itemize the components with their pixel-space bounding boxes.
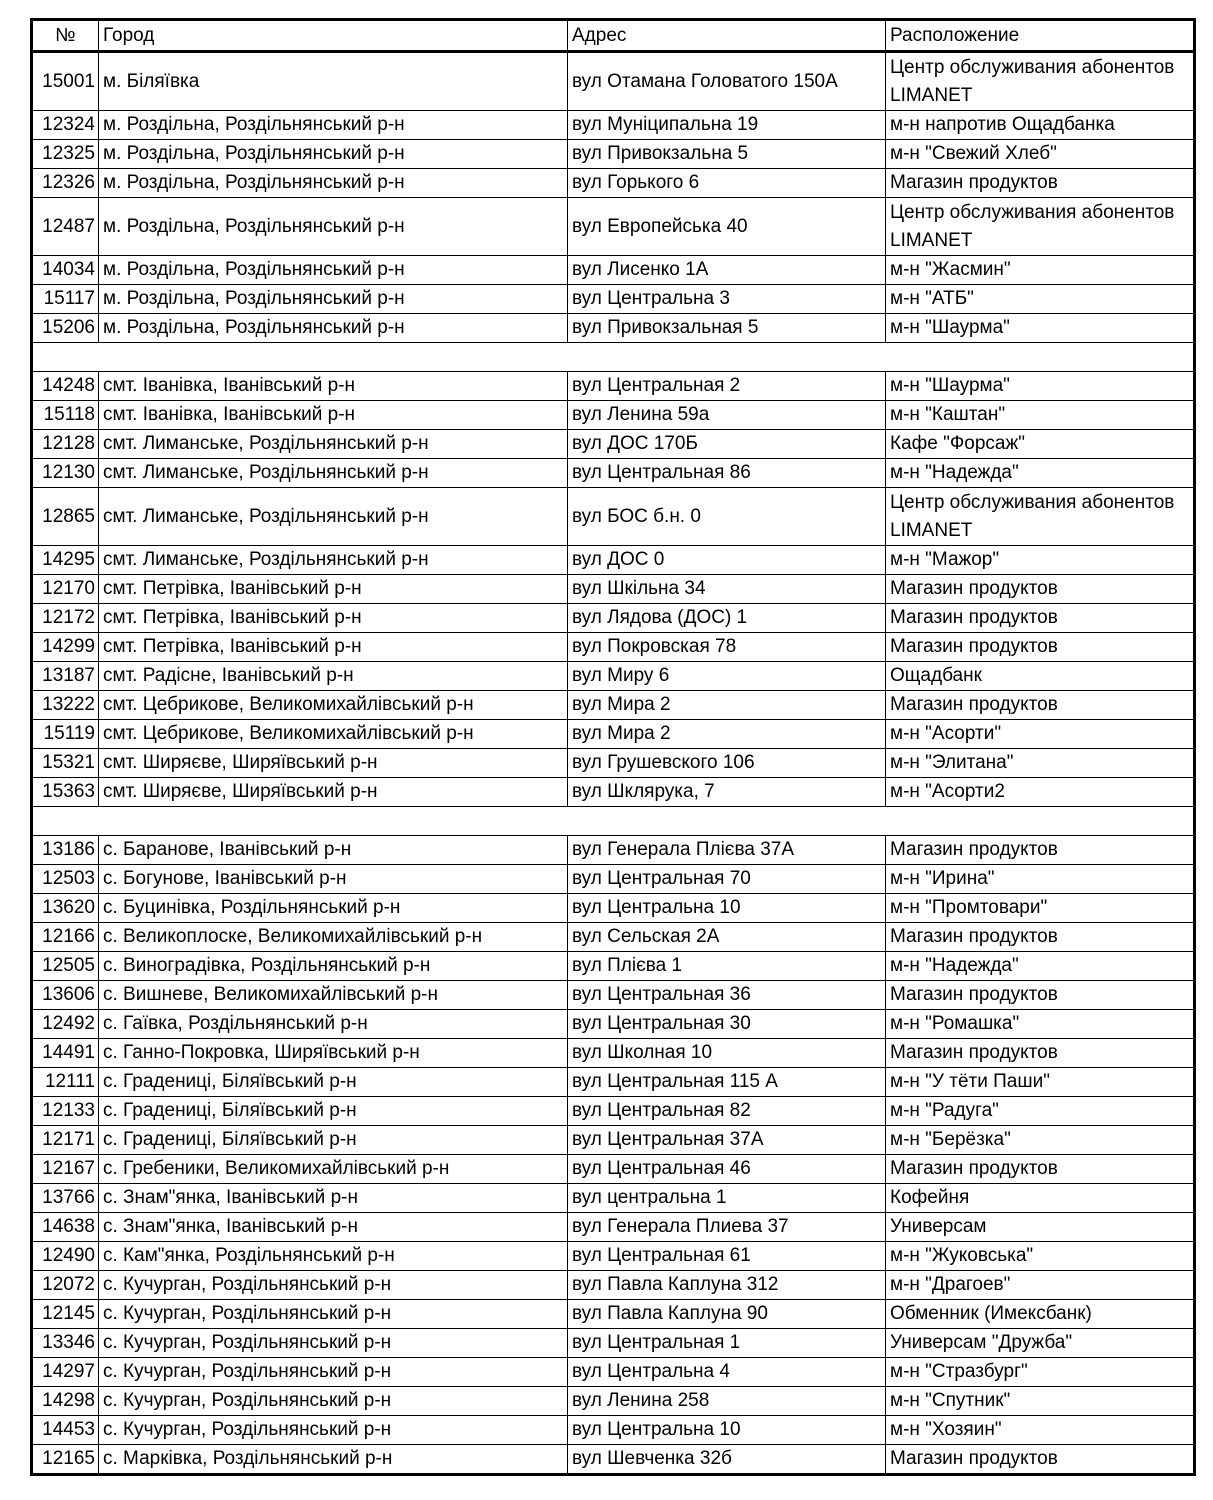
table-row xyxy=(32,430,1195,459)
cell-location: м-н "Хозяин" xyxy=(886,1416,1195,1445)
cell-city: с. Великоплоске, Великомихайлівський р-н xyxy=(99,923,568,952)
cell-num: 12171 xyxy=(32,1126,99,1155)
cell-city: смт. Лиманське, Роздільнянський р-н xyxy=(99,430,568,459)
table-row xyxy=(32,662,1195,691)
cell-location: м-н "Промтовари" xyxy=(886,894,1195,923)
cell-num: 12324 xyxy=(32,111,99,140)
table-row xyxy=(32,1184,1195,1213)
cell-address: вул Центральна 4 xyxy=(568,1358,886,1387)
cell-city: с. Кучурган, Роздільнянський р-н xyxy=(99,1271,568,1300)
cell-address: вул Ленина 59а xyxy=(568,401,886,430)
cell-location: Магазин продуктов xyxy=(886,981,1195,1010)
cell-address: вул Школная 10 xyxy=(568,1039,886,1068)
cell-city: с. Граденицi, Біляївський р-н xyxy=(99,1097,568,1126)
cell-city: смт. Іванівка, Іванівський р-н xyxy=(99,401,568,430)
cell-city: с. Виноградівка, Роздільнянський р-н xyxy=(99,952,568,981)
cell-location: Центр обслуживания абонентов LIMANET xyxy=(886,52,1195,111)
cell-city: смт. Петрівка, Іванівський р-н xyxy=(99,604,568,633)
table-row xyxy=(32,604,1195,633)
table-row xyxy=(32,1010,1195,1039)
cell-num: 14491 xyxy=(32,1039,99,1068)
cell-address: вул Привокзальна 5 xyxy=(568,140,886,169)
table-row xyxy=(32,111,1195,140)
cell-location: Магазин продуктов xyxy=(886,1039,1195,1068)
cell-address: вул Центральная 86 xyxy=(568,459,886,488)
cell-num: 15321 xyxy=(32,749,99,778)
cell-address: вул Миру 6 xyxy=(568,662,886,691)
table-row xyxy=(32,749,1195,778)
cell-address: вул Генерала Плиева 37 xyxy=(568,1213,886,1242)
cell-location: м-н "Мажор" xyxy=(886,546,1195,575)
cell-location: Универсам "Дружба" xyxy=(886,1329,1195,1358)
cell-location: м-н "Берёзка" xyxy=(886,1126,1195,1155)
table-row xyxy=(32,1329,1195,1358)
cell-location: Магазин продуктов xyxy=(886,923,1195,952)
cell-address: вул Генерала Плієва 37А xyxy=(568,836,886,865)
cell-location: м-н "Каштан" xyxy=(886,401,1195,430)
cell-location: Кофейня xyxy=(886,1184,1195,1213)
cell-city: с. Кучурган, Роздільнянський р-н xyxy=(99,1416,568,1445)
cell-location: м-н "Спутник" xyxy=(886,1387,1195,1416)
table-row xyxy=(32,981,1195,1010)
cell-city: смт. Ширяєве, Ширяївський р-н xyxy=(99,778,568,807)
cell-city: с. Знам"янка, Іванівський р-н xyxy=(99,1184,568,1213)
cell-num: 15001 xyxy=(32,52,99,111)
cell-city: смт. Лиманське, Роздільнянський р-н xyxy=(99,459,568,488)
cell-num: 13186 xyxy=(32,836,99,865)
cell-city: с. Буцинівка, Роздільнянський р-н xyxy=(99,894,568,923)
cell-location: м-н "Жасмин" xyxy=(886,256,1195,285)
cell-address: вул Павла Каплуна 312 xyxy=(568,1271,886,1300)
cell-address: вул Сельская 2А xyxy=(568,923,886,952)
cell-address: вул Центральная 2 xyxy=(568,372,886,401)
cell-city: с. Гребеники, Великомихайлівський р-н xyxy=(99,1155,568,1184)
cell-num: 13222 xyxy=(32,691,99,720)
cell-city: с. Кучурган, Роздільнянський р-н xyxy=(99,1358,568,1387)
cell-location: Магазин продуктов xyxy=(886,169,1195,198)
table-row xyxy=(32,372,1195,401)
cell-city: смт. Радісне, Іванівський р-н xyxy=(99,662,568,691)
cell-address: вул Центральная 115 А xyxy=(568,1068,886,1097)
table-row xyxy=(32,285,1195,314)
cell-address: вул центральна 1 xyxy=(568,1184,886,1213)
cell-location: м-н "Ирина" xyxy=(886,865,1195,894)
cell-location: м-н "Стразбург" xyxy=(886,1358,1195,1387)
cell-city: смт. Цебрикове, Великомихайлівський р-н xyxy=(99,720,568,749)
locations-table xyxy=(30,18,1196,1476)
table-row xyxy=(32,1097,1195,1126)
cell-num: 12325 xyxy=(32,140,99,169)
table-row xyxy=(32,1068,1195,1097)
table-row xyxy=(32,314,1195,343)
cell-num: 12492 xyxy=(32,1010,99,1039)
cell-location: м-н "Свежий Хлеб" xyxy=(886,140,1195,169)
table-row xyxy=(32,575,1195,604)
cell-address: вул Горького 6 xyxy=(568,169,886,198)
cell-location: м-н "Драгоев" xyxy=(886,1271,1195,1300)
cell-address: вул Центральна 3 xyxy=(568,285,886,314)
cell-location: Ощадбанк xyxy=(886,662,1195,691)
cell-address: вул Мира 2 xyxy=(568,691,886,720)
cell-num: 12326 xyxy=(32,169,99,198)
cell-address: вул Центральная 70 xyxy=(568,865,886,894)
cell-address: вул Шклярука, 7 xyxy=(568,778,886,807)
cell-city: с. Вишневе, Великомихайлівський р-н xyxy=(99,981,568,1010)
cell-address: вул Центральна 10 xyxy=(568,894,886,923)
cell-num: 14298 xyxy=(32,1387,99,1416)
cell-location: м-н "Жуковська" xyxy=(886,1242,1195,1271)
cell-address: вул БОС б.н. 0 xyxy=(568,488,886,546)
cell-location: м-н "Асорти2 xyxy=(886,778,1195,807)
cell-location: м-н "Радуга" xyxy=(886,1097,1195,1126)
cell-city: с. Знам"янка, Іванівський р-н xyxy=(99,1213,568,1242)
table-row xyxy=(32,256,1195,285)
cell-num: 13606 xyxy=(32,981,99,1010)
cell-address: вул ДОС 0 xyxy=(568,546,886,575)
cell-num: 12505 xyxy=(32,952,99,981)
table-row xyxy=(32,52,1195,111)
cell-city: с. Граденицi, Біляївський р-н xyxy=(99,1126,568,1155)
section-separator-row xyxy=(32,343,1195,372)
cell-num: 12487 xyxy=(32,198,99,256)
cell-city: с. Марківка, Роздільнянський р-н xyxy=(99,1445,568,1475)
header-address: Адрес xyxy=(568,20,886,52)
cell-num: 12165 xyxy=(32,1445,99,1475)
cell-num: 12111 xyxy=(32,1068,99,1097)
cell-city: с. Кучурган, Роздільнянський р-н xyxy=(99,1300,568,1329)
cell-num: 15119 xyxy=(32,720,99,749)
cell-city: с. Кучурган, Роздільнянський р-н xyxy=(99,1329,568,1358)
cell-city: м. Роздільна, Роздільнянський р-н xyxy=(99,256,568,285)
cell-address: вул Европейська 40 xyxy=(568,198,886,256)
table-row xyxy=(32,459,1195,488)
cell-address: вул Павла Каплуна 90 xyxy=(568,1300,886,1329)
header-row xyxy=(32,20,1195,52)
cell-num: 13766 xyxy=(32,1184,99,1213)
cell-location: м-н "Элитана" xyxy=(886,749,1195,778)
cell-location: Магазин продуктов xyxy=(886,691,1195,720)
table-row xyxy=(32,865,1195,894)
cell-city: м. Роздільна, Роздільнянський р-н xyxy=(99,140,568,169)
header-num: № xyxy=(32,20,99,52)
table-body xyxy=(32,52,1195,1475)
cell-location: Магазин продуктов xyxy=(886,1155,1195,1184)
cell-num: 13620 xyxy=(32,894,99,923)
table-row xyxy=(32,169,1195,198)
table-row xyxy=(32,952,1195,981)
cell-address: вул Центральная 37А xyxy=(568,1126,886,1155)
cell-location: м-н "АТБ" xyxy=(886,285,1195,314)
cell-city: с. Баранове, Іванівський р-н xyxy=(99,836,568,865)
cell-city: м. Роздільна, Роздільнянський р-н xyxy=(99,169,568,198)
table-row xyxy=(32,140,1195,169)
cell-address: вул Отамана Головатого 150А xyxy=(568,52,886,111)
cell-address: вул Центральна 10 xyxy=(568,1416,886,1445)
cell-num: 14297 xyxy=(32,1358,99,1387)
cell-location: Центр обслуживания абонентов LIMANET xyxy=(886,488,1195,546)
cell-city: м. Біляївка xyxy=(99,52,568,111)
table-row xyxy=(32,198,1195,256)
section-separator-row xyxy=(32,807,1195,836)
cell-address: вул Центральная 61 xyxy=(568,1242,886,1271)
cell-num: 15117 xyxy=(32,285,99,314)
cell-address: вул Привокзальная 5 xyxy=(568,314,886,343)
table-row xyxy=(32,778,1195,807)
cell-num: 13187 xyxy=(32,662,99,691)
cell-address: вул Покровская 78 xyxy=(568,633,886,662)
cell-num: 12133 xyxy=(32,1097,99,1126)
cell-num: 15118 xyxy=(32,401,99,430)
cell-city: смт. Петрівка, Іванівський р-н xyxy=(99,633,568,662)
cell-city: смт. Ширяєве, Ширяївський р-н xyxy=(99,749,568,778)
cell-num: 12170 xyxy=(32,575,99,604)
cell-num: 12072 xyxy=(32,1271,99,1300)
table-row xyxy=(32,1271,1195,1300)
table-row xyxy=(32,1358,1195,1387)
table-row xyxy=(32,1300,1195,1329)
cell-address: вул Центральная 36 xyxy=(568,981,886,1010)
cell-city: м. Роздільна, Роздільнянський р-н xyxy=(99,285,568,314)
cell-num: 12145 xyxy=(32,1300,99,1329)
cell-address: вул Ленина 258 xyxy=(568,1387,886,1416)
cell-location: Кафе "Форсаж" xyxy=(886,430,1195,459)
cell-num: 12503 xyxy=(32,865,99,894)
cell-address: вул Центральная 30 xyxy=(568,1010,886,1039)
cell-city: смт. Іванівка, Іванівський р-н xyxy=(99,372,568,401)
table-row xyxy=(32,720,1195,749)
table-row xyxy=(32,1242,1195,1271)
cell-city: смт. Петрівка, Іванівський р-н xyxy=(99,575,568,604)
cell-location: м-н "Асорти" xyxy=(886,720,1195,749)
cell-location: Обменник (Имексбанк) xyxy=(886,1300,1195,1329)
table-row xyxy=(32,1416,1195,1445)
separator-cell xyxy=(32,343,1195,372)
cell-num: 14299 xyxy=(32,633,99,662)
cell-num: 12490 xyxy=(32,1242,99,1271)
table-row xyxy=(32,691,1195,720)
cell-num: 14248 xyxy=(32,372,99,401)
cell-city: с. Кучурган, Роздільнянський р-н xyxy=(99,1387,568,1416)
cell-address: вул Лядова (ДОС) 1 xyxy=(568,604,886,633)
cell-location: м-н напротив Ощадбанка xyxy=(886,111,1195,140)
cell-num: 12865 xyxy=(32,488,99,546)
cell-address: вул Шкільна 34 xyxy=(568,575,886,604)
table-row xyxy=(32,1155,1195,1184)
cell-city: м. Роздільна, Роздільнянський р-н xyxy=(99,314,568,343)
cell-location: м-н "Ромашка" xyxy=(886,1010,1195,1039)
cell-address: вул Центральная 82 xyxy=(568,1097,886,1126)
table-row xyxy=(32,1039,1195,1068)
cell-location: Универсам xyxy=(886,1213,1195,1242)
table-row xyxy=(32,1387,1195,1416)
cell-city: м. Роздільна, Роздільнянський р-н xyxy=(99,198,568,256)
cell-num: 14453 xyxy=(32,1416,99,1445)
cell-location: м-н "Надежда" xyxy=(886,459,1195,488)
cell-city: смт. Лиманське, Роздільнянський р-н xyxy=(99,488,568,546)
table-row xyxy=(32,923,1195,952)
cell-address: вул Шевченка 32б xyxy=(568,1445,886,1475)
cell-location: Центр обслуживания абонентов LIMANET xyxy=(886,198,1195,256)
table-row xyxy=(32,633,1195,662)
cell-address: вул Центральная 46 xyxy=(568,1155,886,1184)
cell-city: с. Граденицi, Біляївський р-н xyxy=(99,1068,568,1097)
cell-address: вул Муніципальна 19 xyxy=(568,111,886,140)
cell-num: 12130 xyxy=(32,459,99,488)
cell-num: 14295 xyxy=(32,546,99,575)
cell-city: с. Ганно-Покровка, Ширяївський р-н xyxy=(99,1039,568,1068)
cell-city: смт. Цебрикове, Великомихайлівський р-н xyxy=(99,691,568,720)
cell-num: 15206 xyxy=(32,314,99,343)
cell-location: Магазин продуктов xyxy=(886,604,1195,633)
cell-city: м. Роздільна, Роздільнянський р-н xyxy=(99,111,568,140)
cell-num: 12167 xyxy=(32,1155,99,1184)
table-row xyxy=(32,1445,1195,1475)
cell-location: Магазин продуктов xyxy=(886,575,1195,604)
header-city: Город xyxy=(99,20,568,52)
header-location: Расположение xyxy=(886,20,1195,52)
table-row xyxy=(32,546,1195,575)
cell-city: с. Гаївка, Роздільнянський р-н xyxy=(99,1010,568,1039)
cell-num: 15363 xyxy=(32,778,99,807)
table-row xyxy=(32,401,1195,430)
cell-location: м-н "Надежда" xyxy=(886,952,1195,981)
cell-location: Магазин продуктов xyxy=(886,633,1195,662)
table-row xyxy=(32,836,1195,865)
cell-location: м-н "Шаурма" xyxy=(886,314,1195,343)
cell-address: вул Лисенко 1А xyxy=(568,256,886,285)
cell-location: м-н "У тёти Паши" xyxy=(886,1068,1195,1097)
cell-city: смт. Лиманське, Роздільнянський р-н xyxy=(99,546,568,575)
cell-num: 12166 xyxy=(32,923,99,952)
cell-num: 14034 xyxy=(32,256,99,285)
table-row xyxy=(32,1213,1195,1242)
cell-location: м-н "Шаурма" xyxy=(886,372,1195,401)
separator-cell xyxy=(32,807,1195,836)
cell-location: Магазин продуктов xyxy=(886,1445,1195,1475)
cell-city: с. Кам"янка, Роздільнянський р-н xyxy=(99,1242,568,1271)
cell-num: 14638 xyxy=(32,1213,99,1242)
cell-address: вул Плієва 1 xyxy=(568,952,886,981)
cell-num: 12172 xyxy=(32,604,99,633)
cell-location: Магазин продуктов xyxy=(886,836,1195,865)
table-row xyxy=(32,1126,1195,1155)
cell-address: вул Грушевского 106 xyxy=(568,749,886,778)
cell-num: 13346 xyxy=(32,1329,99,1358)
table-row xyxy=(32,894,1195,923)
cell-city: с. Богунове, Іванівський р-н xyxy=(99,865,568,894)
cell-num: 12128 xyxy=(32,430,99,459)
cell-address: вул Мира 2 xyxy=(568,720,886,749)
table-row xyxy=(32,488,1195,546)
cell-address: вул ДОС 170Б xyxy=(568,430,886,459)
cell-address: вул Центральная 1 xyxy=(568,1329,886,1358)
